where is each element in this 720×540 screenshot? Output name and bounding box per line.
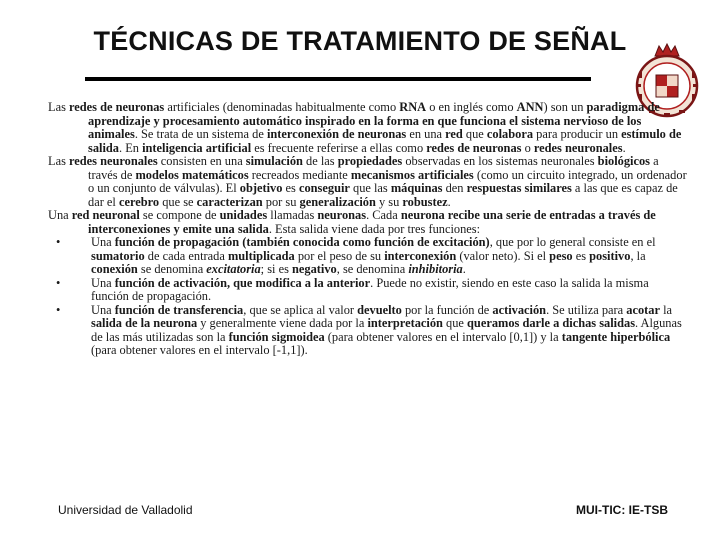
list-item-transfer: • Una función de transferencia, que se aplica al valor devuelto por la función de activación. Se utiliza para acotar la salida de la neurona y generalmente viene dada por la interpretación que queramos darle a dichas salidas. Algunas de las más utilizadas son la función sigmoidea (para obtener valores en el intervalo [0,1]) y la tangente hiperbólica (para obtener valores en el intervalo [-1,1]). bbox=[56, 302, 682, 357]
bullet-marker: • bbox=[56, 235, 61, 249]
footer-university: Universidad de Valladolid bbox=[58, 503, 193, 517]
title-underline bbox=[85, 77, 591, 81]
bullet-marker: • bbox=[56, 275, 61, 290]
paragraph-definition: Las redes de neuronas artificiales (denominadas habitualmente como RNA o en inglés como ANN) son un paradigma de aprendizaje y procesamiento automático inspirado en la forma en que funciona el sistema nervioso de los animales. Se trata de un sistema de interconexión de neuronas en una red que colabora para producir un estímulo de salida. En inteligencia artificial es frecuente referirse a ellas como redes de neuronas o redes neuronales. bbox=[48, 100, 682, 155]
list-item-propagation: • Una función de propagación (también conocida como función de excitación), que por lo general consiste en el sumatorio de cada entrada multiplicada por el peso de su interconexión (valor neto). Si el peso es positivo, la conexión se denomina excitatoria; si es negativo, se denomina inhibitoria. bbox=[56, 235, 656, 276]
bullet-marker: • bbox=[56, 302, 61, 317]
list-item-activation: • Una función de activación, que modifica a la anterior. Puede no existir, siendo en este caso la salida la misma función de propagación. bbox=[56, 275, 649, 303]
body-text bbox=[48, 101, 688, 358]
footer-course: MUI-TIC: IE-TSB bbox=[576, 503, 668, 517]
paragraph-components: Una red neuronal se compone de unidades llamadas neuronas. Cada neurona recibe una serie de entradas a través de interconexiones y emite una salida. Esta salida viene dada por tres funciones: bbox=[48, 208, 656, 236]
page-title: TÉCNICAS DE TRATAMIENTO DE SEÑAL bbox=[93, 26, 627, 56]
paragraph-simulation: Las redes neuronales consisten en una simulación de las propiedades observadas en los sistemas neuronales biológicos a través de modelos matemáticos recreados mediante mecanismos artificiales (como un circuito integrado, un ordenador o un conjunto de válvulas). El objetivo es conseguir que las máquinas den respuestas similares a las que es capaz de dar el cerebro que se caracterizan por su generalización y su robustez. bbox=[48, 154, 687, 209]
